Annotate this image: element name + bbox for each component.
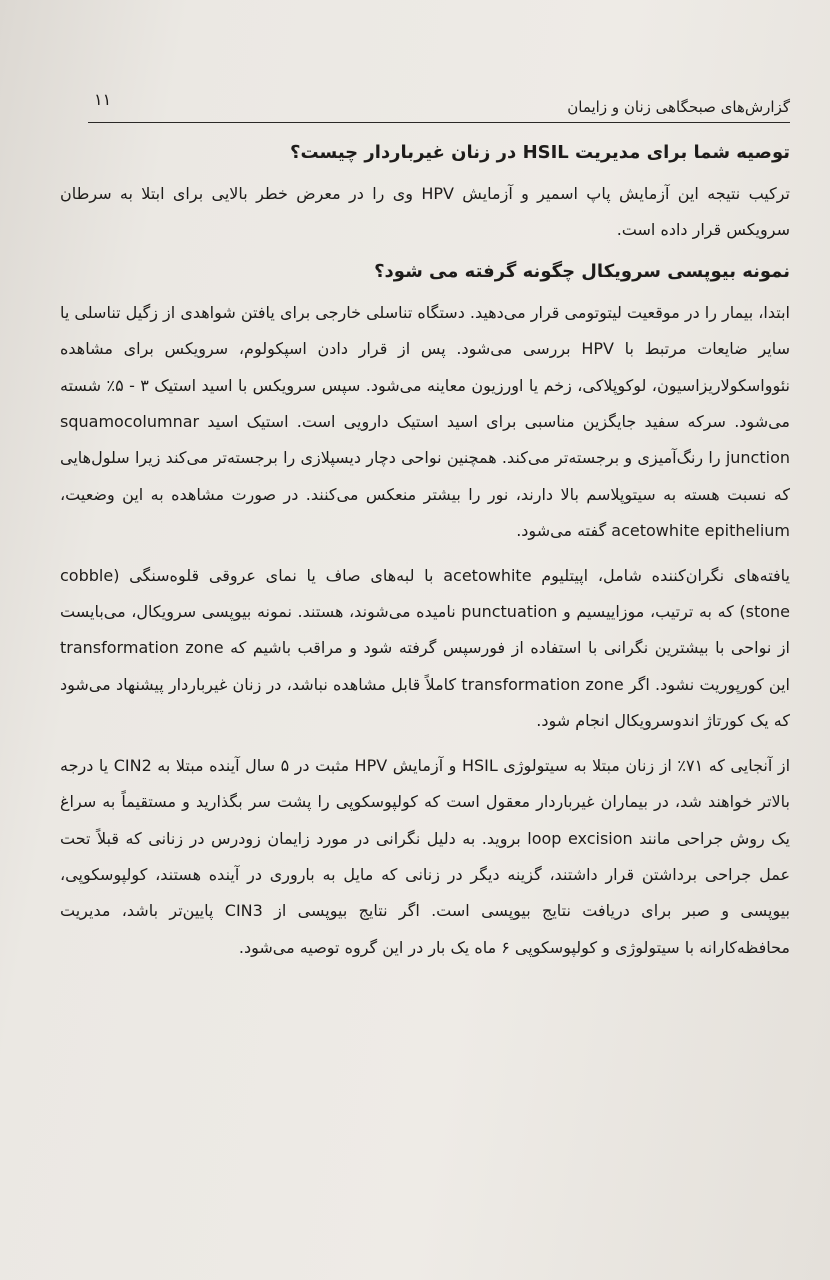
section-heading-hsil-management: توصیه شما برای مدیریت HSIL در زنان غیرباردار چیست؟ xyxy=(290,142,790,163)
running-header xyxy=(88,88,790,123)
paragraph-biopsy-procedure: ابتدا، بیمار را در موقعیت لیتوتومی قرار می‌دهید. دستگاه تناسلی خارجی برای یافتن شواهدی از زگیل تناسلی یا سایر ضایعات مرتبط با HPV بررسی می‌شود. پس از قرار دادن اسپکولوم، سرویکس برای مشاهده نئوواسکولاریزاسیون، لوکوپلاکی، زخم یا اورزیون معاینه می‌شود. سپس سرویکس با اسید استیک ۳ - ۵٪ شسته می‌شود. سرکه سفید جایگزین مناسبی برای اسید استیک دارویی است. استیک اسید squamocolumnar junction را رنگ‌آمیزی و برجسته‌تر می‌کند. همچنین نواحی دچار دیسپلازی را برجسته‌تر می‌کند زیرا سلول‌هایی که نسبت هسته به سیتوپلاسم بالا دارند، نور را بیشتر منعکس می‌کنند. در صورت مشاهده به این وضعیت، acetowhite epithelium گفته می‌شود. xyxy=(59,302,791,541)
paragraph-risk-summary: ترکیب نتیجه این آزمایش پاپ اسمیر و آزمایش HPV وی را در معرض خطر بالایی برای ابتلا به سرطان سرویکس قرار داده است. xyxy=(60,184,791,240)
book-title: گزارش‌های صبحگاهی زنان و زایمان xyxy=(567,98,790,116)
paragraph-concerning-findings: یافته‌های نگران‌کننده شامل، اپیتلیوم acetowhite با لبه‌های صاف یا نمای عروقی قلوه‌سنگی (cobble stone) که به ترتیب، موزاییسیم و punctuation نامیده می‌شوند، هستند. نمونه بیوپسی سرویکال، می‌بایست از نواحی با بیشترین نگرانی با استفاده از فورسپس گرفته شود و مراقب باشیم که transformation zone این کورپوریت نشود. اگر transformation zone کاملاً قابل مشاهده نباشد، در زنان غیرباردار پیشنهاد می‌شود که یک کورتاژ اندوسرویکال انجام شود. xyxy=(60,565,791,731)
section-heading-cervical-biopsy: نمونه بیوپسی سرویکال چگونه گرفته می شود؟ xyxy=(374,260,790,282)
paragraph-management-options: از آنجایی که ۷۱٪ از زنان مبتلا به سیتولوژی HSIL و آزمایش HPV مثبت در ۵ سال آینده مبتلا به CIN2 یا درجه بالاتر خواهند شد، در بیماران غیرباردار معقول است که کولپوسکوپی را پشت سر بگذارید و مستقیماً به سراغ یک روش جراحی مانند loop excision بروید. به دلیل نگرانی در مورد زایمان زودرس در زنانی که قبلاً تحت عمل جراحی برداشتن قرار داشتند، گزینه دیگر در زنانی که مایل به باروری در آینده هستند، کولپوسکوپی، بیوپسی و صبر برای دریافت نتایج بیوپسی است. اگر نتایج بیوپسی از CIN3 پایین‌تر باشد، مدیریت محافظه‌کارانه با سیتولوژی و کولپوسکوپی ۶ ماه یک بار در این گروه توصیه می‌شود. xyxy=(60,755,791,957)
page-content xyxy=(60,138,790,974)
page-number: ۱۱ xyxy=(94,90,112,109)
